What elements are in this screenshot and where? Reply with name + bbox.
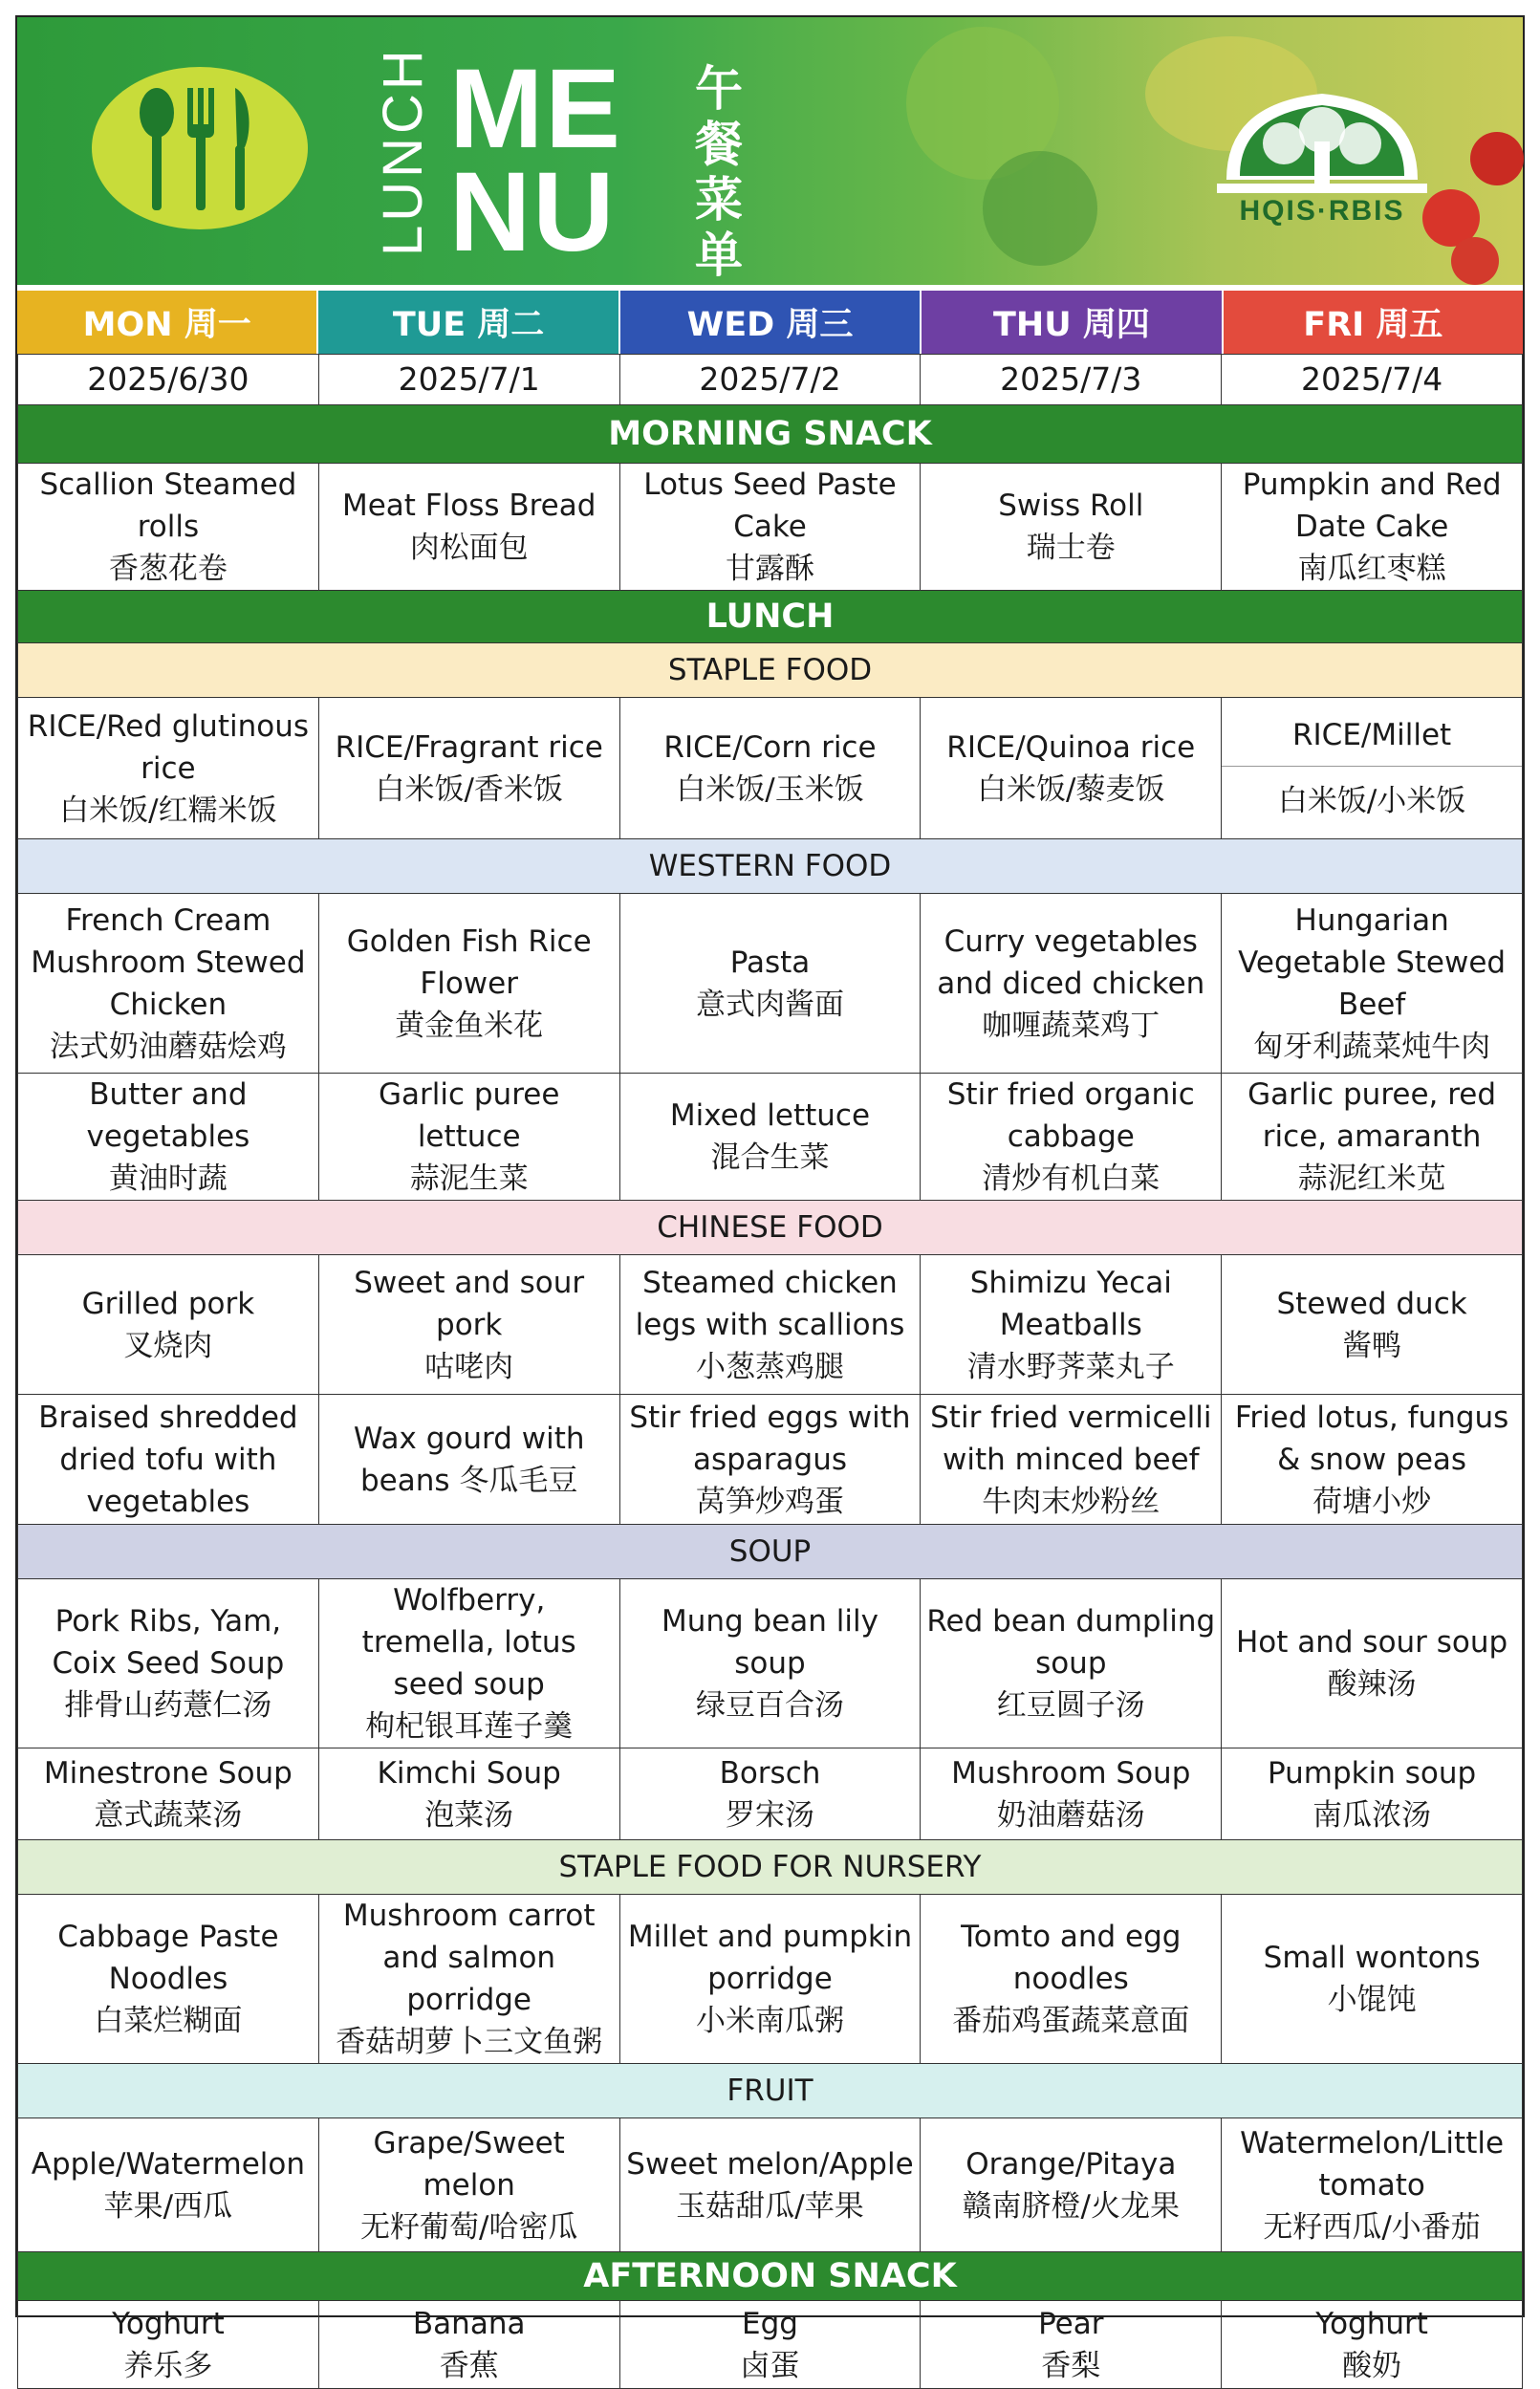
menu-cell: Wolfberry, tremella, lotus seed soup 枸杞银耳莲子羹 (318, 1579, 619, 1748)
menu-cell: Small wontons 小馄饨 (1222, 1895, 1523, 2064)
soup-row-2 (18, 1748, 1523, 1840)
menu-cell: Apple/Watermelon 苹果/西瓜 (18, 2118, 319, 2252)
menu-cell: Sweet and sour pork 咕咾肉 (318, 1255, 619, 1395)
menu-cell: Red bean dumpling soup 红豆圆子汤 (921, 1579, 1222, 1748)
menu-cell: Curry vegetables and diced chicken 咖喱蔬菜鸡丁 (921, 894, 1222, 1074)
section-nursery-food: STAPLE FOOD FOR NURSERY (18, 1840, 1523, 1895)
fruit-row (18, 2118, 1523, 2252)
menu-cell: Mixed lettuce 混合生菜 (619, 1074, 921, 1201)
menu-cell: Pork Ribs, Yam, Coix Seed Soup 排骨山药薏仁汤 (18, 1579, 319, 1748)
day-tue: TUE 周二 (318, 291, 619, 354)
menu-cell: Tomto and egg noodles 番茄鸡蛋蔬菜意面 (921, 1895, 1222, 2064)
lunch-vertical-title: LUNCH (372, 46, 434, 256)
menu-cell: Garlic puree lettuce 蒜泥生菜 (318, 1074, 619, 1201)
cutlery-logo (92, 67, 308, 229)
menu-cell: RICE/Fragrant rice 白米饭/香米饭 (318, 698, 619, 839)
school-name: HQIS·RBIS (1239, 195, 1405, 227)
menu-cell: Grilled pork 叉烧肉 (18, 1255, 319, 1395)
section-western-food: WESTERN FOOD (18, 839, 1523, 894)
menu-cell: Watermelon/Little tomato 无籽西瓜/小番茄 (1222, 2118, 1523, 2252)
menu-cell: Sweet melon/Apple 玉菇甜瓜/苹果 (619, 2118, 921, 2252)
menu-title (449, 46, 622, 275)
menu-cell: Grape/Sweet melon 无籽葡萄/哈密瓜 (318, 2118, 619, 2252)
menu-cell: Lotus Seed Paste Cake 甘露酥 (619, 464, 921, 591)
day-mon: MON 周一 (17, 291, 318, 354)
menu-cell: Millet and pumpkin porridge 小米南瓜粥 (619, 1895, 921, 2064)
menu-cell: Banana 香蕉 (318, 2301, 619, 2389)
chinese-row-2 (18, 1395, 1523, 1525)
soup-row-1 (18, 1579, 1523, 1748)
section-staple-food: STAPLE FOOD (18, 643, 1523, 698)
date-cell: 2025/7/3 (921, 355, 1222, 405)
menu-title-line2: NU (449, 149, 617, 275)
menu-cell: Pasta 意式肉酱面 (619, 894, 921, 1074)
header-banner (17, 17, 1523, 285)
date-cell: 2025/7/1 (318, 355, 619, 405)
menu-cell: Kimchi Soup 泡菜汤 (318, 1748, 619, 1840)
menu-cell: Golden Fish Rice Flower 黄金鱼米花 (318, 894, 619, 1074)
menu-cell: Braised shredded dried tofu with vegetables (18, 1395, 319, 1525)
menu-cell: Pear 香梨 (921, 2301, 1222, 2389)
section-soup: SOUP (18, 1525, 1523, 1579)
nursery-row (18, 1895, 1523, 2064)
menu-cell: Scallion Steamed rolls 香葱花卷 (18, 464, 319, 591)
western-row-1 (18, 894, 1523, 1074)
section-chinese-food: CHINESE FOOD (18, 1201, 1523, 1255)
menu-cell: Mushroom carrot and salmon porridge 香菇胡萝卜三文鱼粥 (318, 1895, 619, 2064)
menu-cell: Borsch 罗宋汤 (619, 1748, 921, 1840)
menu-cell: Yoghurt 酸奶 (1222, 2301, 1523, 2389)
western-row-2 (18, 1074, 1523, 1201)
day-thu: THU 周四 (922, 291, 1223, 354)
menu-cell: Hungarian Vegetable Stewed Beef 匈牙利蔬菜炖牛肉 (1222, 894, 1523, 1074)
cutlery-icon (92, 67, 308, 229)
day-wed: WED 周三 (620, 291, 922, 354)
menu-cell: Stir fried eggs with asparagus 莴笋炒鸡蛋 (619, 1395, 921, 1525)
menu-cell: Shimizu Yecai Meatballs 清水野荠菜丸子 (921, 1255, 1222, 1395)
menu-cell: Garlic puree, red rice, amaranth 蒜泥红米苋 (1222, 1074, 1523, 1201)
menu-cell: RICE/Quinoa rice 白米饭/藜麦饭 (921, 698, 1222, 839)
menu-cell: Cabbage Paste Noodles 白菜烂糊面 (18, 1895, 319, 2064)
chinese-row-1 (18, 1255, 1523, 1395)
morning-snack-row (18, 464, 1523, 591)
menu-cell: Egg 卤蛋 (619, 2301, 921, 2389)
menu-cell: Stewed duck 酱鸭 (1222, 1255, 1523, 1395)
menu-title-line1: ME (449, 46, 622, 172)
date-cell: 2025/7/2 (619, 355, 921, 405)
menu-cell: RICE/Millet 白米饭/小米饭 (1222, 698, 1523, 839)
menu-cell: Stir fried organic cabbage 清炒有机白菜 (921, 1074, 1222, 1201)
date-cell: 2025/7/4 (1222, 355, 1523, 405)
menu-cell: Pumpkin soup 南瓜浓汤 (1222, 1748, 1523, 1840)
menu-cell: Mushroom Soup 奶油蘑菇汤 (921, 1748, 1222, 1840)
menu-cell: Steamed chicken legs with scallions 小葱蒸鸡腿 (619, 1255, 921, 1395)
staple-row (18, 698, 1523, 839)
menu-cell: Meat Floss Bread 肉松面包 (318, 464, 619, 591)
menu-cell: Pumpkin and Red Date Cake 南瓜红枣糕 (1222, 464, 1523, 591)
menu-cell: RICE/Red glutinous rice 白米饭/红糯米饭 (18, 698, 319, 839)
menu-cell: Swiss Roll 瑞士卷 (921, 464, 1222, 591)
date-cell: 2025/6/30 (18, 355, 319, 405)
chinese-title: 午 餐 菜 单 (695, 61, 743, 283)
menu-cell: Butter and vegetables 黄油时蔬 (18, 1074, 319, 1201)
section-morning-snack: MORNING SNACK (18, 405, 1523, 464)
menu-cell: Minestrone Soup 意式蔬菜汤 (18, 1748, 319, 1840)
menu-cell: French Cream Mushroom Stewed Chicken 法式奶油蘑菇烩鸡 (18, 894, 319, 1074)
menu-cell: Mung bean lily soup 绿豆百合汤 (619, 1579, 921, 1748)
menu-sheet (15, 15, 1525, 2383)
menu-cell: Fried lotus, fungus & snow peas 荷塘小炒 (1222, 1395, 1523, 1525)
menu-table (17, 354, 1523, 2389)
date-row (18, 355, 1523, 405)
day-fri: FRI 周五 (1224, 291, 1523, 354)
menu-cell: Yoghurt 养乐多 (18, 2301, 319, 2389)
day-header-row (17, 291, 1523, 354)
section-lunch: LUNCH (18, 591, 1523, 643)
menu-cell: Wax gourd with beans 冬瓜毛豆 (318, 1395, 619, 1525)
menu-cell: RICE/Corn rice 白米饭/玉米饭 (619, 698, 921, 839)
menu-cell: Stir fried vermicelli with minced beef 牛肉末炒粉丝 (921, 1395, 1222, 1525)
menu-cell: Orange/Pitaya 赣南脐橙/火龙果 (921, 2118, 1222, 2252)
afternoon-snack-row (18, 2301, 1523, 2389)
menu-cell: Hot and sour soup 酸辣汤 (1222, 1579, 1523, 1748)
section-fruit: FRUIT (18, 2064, 1523, 2118)
section-afternoon-snack: AFTERNOON SNACK (18, 2252, 1523, 2301)
